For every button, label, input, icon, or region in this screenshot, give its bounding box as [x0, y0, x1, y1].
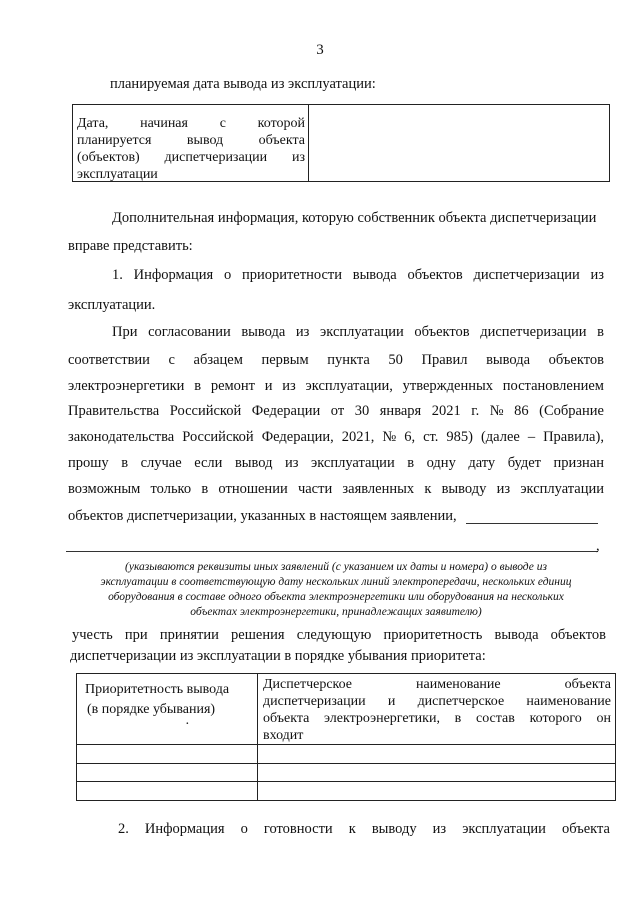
planned-date-label	[77, 115, 305, 183]
after-note-line2: диспетчеризации из эксплуатации в порядке убывания приоритета:	[70, 648, 486, 664]
label-row: Дата, начиная с которой	[77, 116, 305, 131]
paragraph-line: объектов диспетчеризации, указанных в настоящем заявлении,	[68, 508, 457, 524]
table-row	[77, 781, 615, 782]
page-number: 3	[316, 42, 324, 58]
note-line: эксплуатации в соответствующую дату нескольких линий электропередачи, нескольких единиц	[100, 576, 572, 588]
table-row	[77, 744, 615, 745]
priority-header: Приоритетность вывода (в порядке убывания) ·	[85, 682, 230, 732]
label-row: планируется вывод объекта	[77, 133, 305, 148]
paragraph-line: соответствии с абзацем первым пункта 50 Правил вывода объектов	[68, 352, 604, 368]
fill-in-line	[466, 523, 598, 524]
item1-line2: эксплуатации.	[68, 297, 156, 313]
label-row: эксплуатации	[77, 167, 158, 182]
table-divider	[308, 105, 309, 181]
item2-line: 2. Информация о готовности к выводу из эксплуатации объекта	[118, 821, 610, 837]
stray-mark: ·	[185, 717, 190, 732]
paragraph-line: электроэнергетики в ремонт и из эксплуатации, утвержденных постановлением	[68, 378, 604, 394]
note-line: (указываются реквизиты иных заявлений (с указанием их даты и номера) о выводе из	[125, 561, 547, 573]
paragraph-line: законодательства Российской Федерации, 2021, № 6, ст. 985) (далее – Правила),	[68, 429, 604, 445]
note-line: объектах электроэнергетики, принадлежащих заявителю)	[190, 606, 482, 618]
intro-line: планируемая дата вывода из эксплуатации:	[110, 76, 376, 92]
table-row	[77, 763, 615, 764]
fill-in-line	[66, 551, 598, 552]
note-line: оборудования в составе одного объекта электроэнергетики или оборудования на нескольких	[108, 591, 564, 603]
planned-date-table	[72, 104, 610, 182]
paragraph-line: При согласовании вывода из эксплуатации объектов диспетчеризации в	[112, 324, 604, 340]
additional-info-line2: вправе представить:	[68, 238, 193, 254]
paragraph-line: возможным только в отношении части заявленных к выводу из эксплуатации	[68, 481, 604, 497]
name-header: Диспетчерское наименование объекта диспетчеризации и диспетчерское наименование объекта электроэнергетики, в состав которого он входит	[263, 677, 611, 743]
priority-table	[76, 673, 616, 801]
trailing-comma: ,	[596, 538, 600, 554]
item1-line1: 1. Информация о приоритетности вывода объектов диспетчеризации из	[112, 267, 604, 283]
label-row: (объектов) диспетчеризации из	[77, 150, 305, 165]
after-note-line1: учесть при принятии решения следующую приоритетность вывода объектов	[72, 627, 606, 643]
paragraph-line: прошу в случае если вывод из эксплуатации в одну дату будет признан	[68, 455, 604, 471]
paragraph-line: Правительства Российской Федерации от 30 января 2021 г. № 86 (Собрание	[68, 403, 604, 419]
additional-info-line1: Дополнительная информация, которую собственник объекта диспетчеризации	[112, 210, 597, 226]
